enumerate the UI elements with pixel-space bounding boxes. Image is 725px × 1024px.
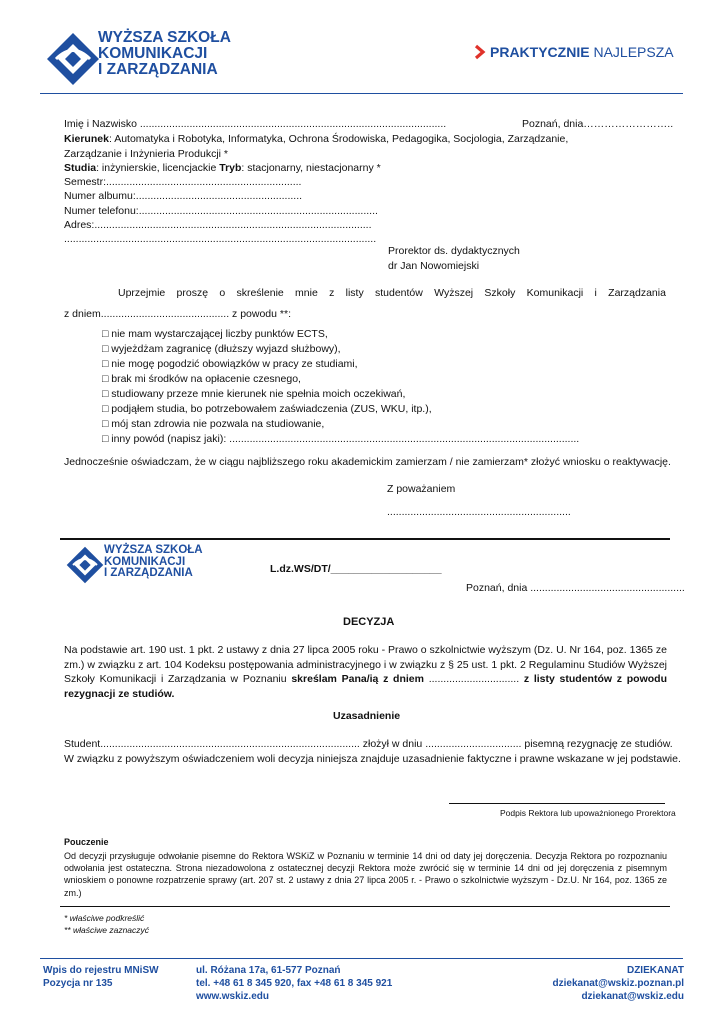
- decision-body-bold2: z listy studentów z powodu rezygnacji ze studiów.: [64, 673, 667, 700]
- pouczenie-text: Od decyzji przysługuje odwołanie pisemne do Rektora WSKiZ w Poznaniu w terminie 14 dni od daty jej doręczenia. Decyzja Rektora po rozpoznaniu odwołania jest ostateczna. Strona niezadowolona z ostatecznej decyzji Rektora może zwrócić się w terminie 14 dni od jej doręczenia z pisemnym wnioskiem o ponowne rozpatrzenie sprawy (art. 207 st. 2 ustawy z dnia 27 lipca 2005 r. - Prawo o szkolnictwie wyższym - Dz.U. Nr 164, poz. 1365 ze zm.): [64, 851, 667, 898]
- request-word: listy: [345, 287, 364, 299]
- reason-checkbox-item[interactable]: □ inny powód (napisz jaki): ........................................................................................................................: [102, 433, 580, 445]
- logo-line2: KOMUNIKACJI: [98, 44, 208, 62]
- footnote-2: ** właściwe zaznaczyć: [64, 925, 150, 935]
- header-divider: [40, 93, 683, 94]
- decision-place-date[interactable]: Poznań, dnia .....................................................: [466, 582, 685, 594]
- rector-signature-caption: Podpis Rektora lub upoważnionego Prorektora: [500, 808, 676, 818]
- decision-body-part2: ...............................: [423, 673, 524, 685]
- footer-addr-1: ul. Różana 17a, 61-577 Poznań: [196, 965, 341, 976]
- request-word: Wyższej: [434, 287, 474, 299]
- footer-registration: [43, 964, 159, 990]
- album-field[interactable]: Numer albumu:.........................................................: [64, 190, 303, 202]
- chevron-right-icon: [474, 44, 486, 60]
- footer-website[interactable]: www.wskiz.edu: [196, 991, 269, 1002]
- studia-label: Studia: [64, 162, 97, 174]
- request-word: i: [594, 287, 597, 299]
- reason-checkbox-item[interactable]: □ brak mi środków na opłacenie czesnego,: [102, 373, 301, 385]
- request-word: Komunikacji: [526, 287, 584, 299]
- slogan-light: NAJLEPSZA: [593, 44, 674, 60]
- footer-dept: DZIEKANAT: [626, 965, 684, 976]
- studia-line: [64, 162, 381, 174]
- request-line: [118, 287, 666, 299]
- footer-reg-2: Pozycja nr 135: [43, 978, 113, 989]
- reason-checkbox-item[interactable]: □ wyjeżdżam zagranicę (dłuższy wyjazd służbowy),: [102, 343, 341, 355]
- reason-checkbox-item[interactable]: □ studiowany przeze mnie kierunek nie spełnia moich oczekiwań,: [102, 388, 406, 400]
- school-logo-small-icon: [66, 546, 104, 584]
- reason-checkbox-item[interactable]: □ nie mam wystarczającej liczby punktów ECTS,: [102, 328, 328, 340]
- footer-email-1[interactable]: dziekanat@wskiz.poznan.pl: [552, 978, 684, 989]
- studia-value: : inżynierskie, licencjackie: [96, 162, 220, 174]
- footnote-1: * właściwe podkreślić: [64, 913, 145, 923]
- reason-checkbox-item[interactable]: □ nie mogę pogodzić obowiązków w pracy ze studiami,: [102, 358, 358, 370]
- reason-checkbox-item[interactable]: □ podjąłem studia, bo potrzebowałem zaświadczenia (ZUS, WKU, itp.),: [102, 403, 432, 415]
- decision-logo-line1: WYŻSZA SZKOŁA: [104, 544, 203, 556]
- adres-field-2[interactable]: ...........................................................................................................: [64, 233, 377, 245]
- logo-line1: WYŻSZA SZKOŁA: [98, 29, 231, 46]
- slogan-bold: PRAKTYCZNIE: [490, 44, 590, 60]
- footer-divider: [40, 958, 683, 959]
- ldz-number[interactable]: L.dz.WS/DT/___________________: [270, 563, 442, 575]
- pouczenie-title: Pouczenie: [64, 837, 109, 847]
- name-field[interactable]: Imię i Nazwisko .........................................................................................................: [64, 118, 447, 130]
- rector-signature-line: [449, 803, 665, 804]
- request-word: o: [219, 287, 226, 299]
- school-logo-icon: [46, 32, 100, 86]
- footer-contact: [553, 964, 684, 1003]
- request-word: Uprzejmie: [118, 287, 166, 299]
- footer-address: [196, 964, 392, 1003]
- justification-title: Uzasadnienie: [333, 710, 401, 722]
- request-word: proszę: [176, 287, 209, 299]
- request-word: z: [329, 287, 335, 299]
- request-word: skreślenie: [236, 287, 284, 299]
- request-line-2[interactable]: z dniem............................................ z powodu **:: [64, 308, 291, 320]
- tryb-label: Tryb: [219, 162, 242, 174]
- tryb-value: : stacjonarny, niestacjonarny *: [241, 162, 381, 174]
- adres-field[interactable]: Adres:...............................................................................................: [64, 219, 372, 231]
- logo-line3: I ZARZĄDZANIA: [98, 60, 218, 78]
- decision-logo-line2: KOMUNIKACJI: [104, 555, 186, 568]
- kierunek-value: : Automatyka i Robotyka, Informatyka, Ochrona Środowiska, Pedagogika, Socjologia, Zarządzanie,: [108, 133, 569, 145]
- request-word: Szkoły: [484, 287, 516, 299]
- regards: Z poważaniem: [387, 483, 456, 495]
- declaration: Jednocześnie oświadczam, że w ciągu najbliższego roku akademickim zamierzam / nie zamierzam* złożyć wniosku o reaktywację.: [64, 456, 671, 468]
- kierunek-cont: Zarządzanie i Inżynieria Produkcji *: [64, 148, 228, 160]
- decision-logo-line3: I ZARZĄDZANIA: [104, 567, 193, 580]
- slogan: [490, 44, 674, 60]
- reasons-list: [102, 327, 579, 447]
- signature-line[interactable]: ...............................................................: [387, 506, 571, 518]
- kierunek-line: [64, 133, 568, 145]
- logo-text: [98, 30, 231, 77]
- footer-email-2[interactable]: dziekanat@wskiz.edu: [581, 991, 684, 1002]
- footer-reg-1: Wpis do rejestru MNiSW: [43, 965, 159, 976]
- telefon-field[interactable]: Numer telefonu:..................................................................................: [64, 205, 378, 217]
- kierunek-label: Kierunek: [64, 133, 109, 145]
- footnote-divider: [60, 906, 670, 907]
- place-date-field[interactable]: Poznań, dnia……………………..: [522, 118, 674, 130]
- footer-addr-2: tel. +48 61 8 345 920, fax +48 61 8 345 921: [196, 978, 393, 989]
- student-line[interactable]: Student......................................................................................... złożył w dniu ................................. pisemną rezygnację ze studiów.: [64, 738, 673, 750]
- addressee-title: Prorektor ds. dydaktycznych: [388, 245, 520, 257]
- decision-logo-text: [104, 545, 203, 580]
- decision-body-bold1: skreślam Pana/ią z dniem: [291, 673, 424, 685]
- request-word: mnie: [295, 287, 318, 299]
- section-divider: [60, 538, 670, 540]
- semestr-field[interactable]: Semestr:...................................................................: [64, 176, 302, 188]
- request-word: studentów: [374, 287, 423, 299]
- reason-checkbox-item[interactable]: □ mój stan zdrowia nie pozwala na studiowanie,: [102, 418, 325, 430]
- addressee-name: dr Jan Nowomiejski: [388, 260, 480, 272]
- request-word: Zarządzania: [608, 287, 666, 299]
- justification-text: W związku z powyższym oświadczeniem woli decyzja niniejsza znajduje uzasadnienie faktyczne i prawne wskazane w jej podstawie.: [64, 753, 681, 765]
- decision-body-part1: Na podstawie art. 190 ust. 1 pkt. 2 ustawy z dnia 27 lipca 2005 roku - Prawo o szkolnictwie wyższym (Dz. U. Nr 164, poz. 1365 ze zm.) w związku z art. 104 Kodeksu postępowania administracyjnego i w związku z § 25 ust. 1 pkt. 2 Regulaminu Studiów Wyższej Szkoły Komunikacji i Zarządzania w Poznaniu: [64, 644, 667, 685]
- decision-title: DECYZJA: [343, 616, 395, 628]
- decision-body: [64, 643, 667, 701]
